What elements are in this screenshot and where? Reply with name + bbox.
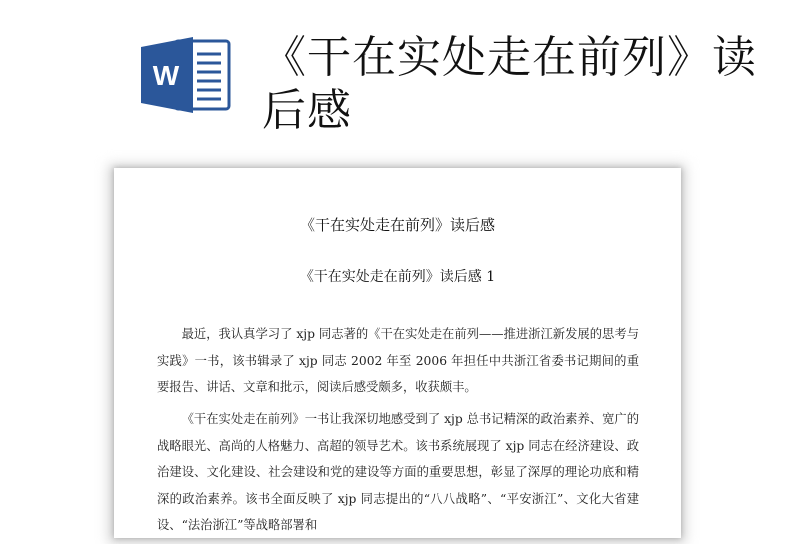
- document-title: 《干在实处走在前列》读后感: [299, 216, 495, 234]
- banner-title: 《干在实处走在前列》读后感: [262, 32, 757, 136]
- document-subtitle: 《干在实处走在前列》读后感 1: [299, 269, 496, 285]
- word-logo-letter: W: [152, 60, 180, 91]
- paragraph-1: 最近，我认真学习了 xjp 同志著的《干在实处走在前列——推进浙江新发展的思考与实践》一书，该书辑录了 xjp 同志 2002 年至 2006 年担任中共浙江省委书记期间的重要报告、讲话、文章和批示，阅读后感受颇多，收获颇丰。: [157, 327, 639, 394]
- banner: [0, 0, 800, 140]
- paragraph-2: 《干在实处走在前列》一书让我深切地感受到了 xjp 总书记精深的政治素养、宽广的战略眼光、高尚的人格魅力、高超的领导艺术。该书系统展现了 xjp 同志在经济建设、政治建设、文化建设、社会建设和党的建设等方面的重要思想，彰显了深厚的理论功底和精深的政治素养。该书全面反映了 xjp 同志提出的“八八战略”、“平安浙江”、文化大省建设、“法治浙江”等战略部署和: [157, 412, 639, 532]
- word-logo-icon: [139, 37, 233, 113]
- document-page: [114, 168, 681, 538]
